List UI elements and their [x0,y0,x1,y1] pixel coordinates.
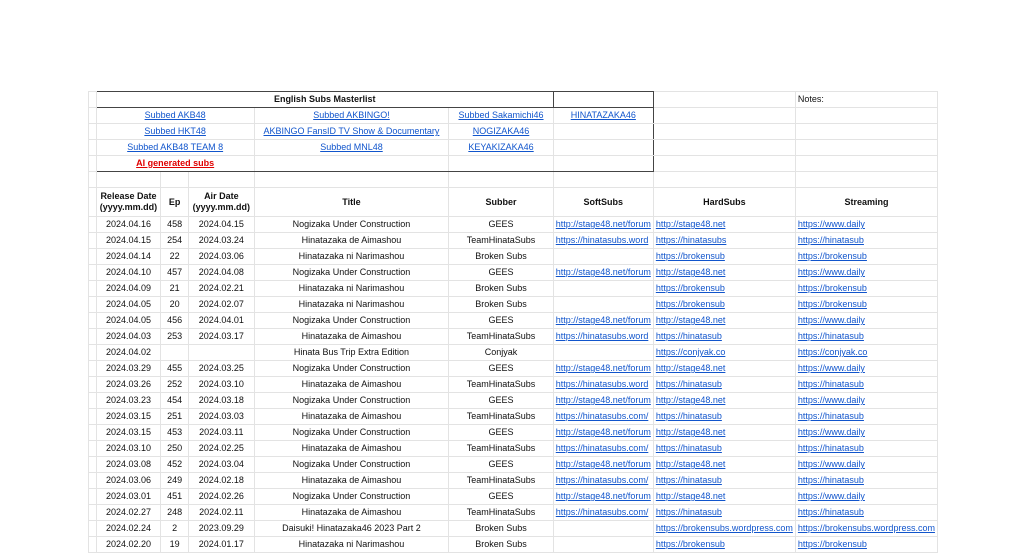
cell-hardsubs[interactable]: https://hinatasub [653,329,795,345]
cell-air-date: 2024.01.17 [189,537,255,553]
table-row [89,313,938,329]
cell-title: Hinata Bus Trip Extra Edition [254,345,449,361]
cell-hardsubs[interactable]: http://stage48.net [653,265,795,281]
cell-title: Hinatazaka de Aimashou [254,329,449,345]
cell-air-date: 2024.03.04 [189,457,255,473]
cell-title: Nogizaka Under Construction [254,361,449,377]
cell-subber: TeamHinataSubs [449,377,553,393]
cell-streaming[interactable]: https://www.daily [795,393,937,409]
cell-title: Nogizaka Under Construction [254,217,449,233]
cell-softsubs[interactable]: http://stage48.net/forum [553,393,653,409]
masterlist-table [88,91,938,553]
cell-ep: 22 [161,249,189,265]
cell-hardsubs[interactable]: https://brokensub [653,281,795,297]
cell-subber: TeamHinataSubs [449,409,553,425]
cell-release-date: 2024.02.24 [96,521,161,537]
cell-air-date: 2024.02.26 [189,489,255,505]
cell-hardsubs[interactable]: https://conjyak.co [653,345,795,361]
cell-softsubs[interactable]: https://hinatasubs.com/ [553,473,653,489]
cell-hardsubs[interactable]: http://stage48.net [653,393,795,409]
cell-streaming[interactable]: https://hinatasub [795,233,937,249]
cell-subber: TeamHinataSubs [449,473,553,489]
masterlist-row [89,140,938,156]
cell-subber: TeamHinataSubs [449,505,553,521]
cell-title: Hinatazaka de Aimashou [254,377,449,393]
cell-subber: GEES [449,313,553,329]
cell-hardsubs[interactable]: http://stage48.net [653,489,795,505]
column-air-date: Air Date (yyyy.mm.dd) [189,188,255,217]
masterlist-row [89,124,938,140]
cell-air-date: 2024.04.01 [189,313,255,329]
cell-release-date: 2024.02.20 [96,537,161,553]
cell-title: Nogizaka Under Construction [254,393,449,409]
link-subbed-akbingo[interactable]: Subbed AKBINGO! [254,108,449,124]
cell-softsubs [553,249,653,265]
cell-subber: Broken Subs [449,281,553,297]
cell-hardsubs[interactable]: https://hinatasubs [653,233,795,249]
cell-subber: Broken Subs [449,297,553,313]
column-streaming: Streaming [795,188,937,217]
cell-ep: 20 [161,297,189,313]
cell-hardsubs[interactable]: https://hinatasub [653,377,795,393]
table-row [89,377,938,393]
cell-hardsubs[interactable]: http://stage48.net [653,217,795,233]
cell-title: Nogizaka Under Construction [254,457,449,473]
spreadsheet [88,91,938,549]
cell-ep: 248 [161,505,189,521]
cell-softsubs [553,537,653,553]
cell-air-date: 2024.04.15 [189,217,255,233]
notes-label: Notes: [795,92,937,108]
cell-streaming[interactable]: https://hinatasub [795,377,937,393]
table-row [89,473,938,489]
link-subbed-akb48[interactable]: Subbed AKB48 [96,108,254,124]
table-row [89,265,938,281]
cell-subber: TeamHinataSubs [449,329,553,345]
cell-streaming[interactable]: https://www.daily [795,217,937,233]
cell-title: Hinatazaka de Aimashou [254,505,449,521]
cell-air-date: 2024.03.24 [189,233,255,249]
cell-ep: 249 [161,473,189,489]
cell-softsubs [553,345,653,361]
cell-hardsubs[interactable]: https://hinatasub [653,441,795,457]
masterlist-row [89,108,938,124]
cell-subber: TeamHinataSubs [449,233,553,249]
table-row [89,489,938,505]
cell-streaming[interactable]: https://brokensub [795,249,937,265]
cell-release-date: 2024.04.16 [96,217,161,233]
column-ep: Ep [161,188,189,217]
cell-ep: 2 [161,521,189,537]
cell-streaming[interactable]: https://brokensubs.wordpress.com [795,521,937,537]
cell-air-date: 2024.03.06 [189,249,255,265]
cell-air-date: 2024.02.21 [189,281,255,297]
cell-streaming[interactable]: https://brokensub [795,537,937,553]
cell-title: Nogizaka Under Construction [254,489,449,505]
cell-softsubs[interactable]: https://hinatasubs.com/ [553,441,653,457]
cell-streaming[interactable]: https://www.daily [795,489,937,505]
spacer-row [89,172,938,188]
table-row [89,537,938,553]
cell-air-date: 2024.02.11 [189,505,255,521]
cell-ep: 453 [161,425,189,441]
masterlist-title: English Subs Masterlist [96,92,553,108]
cell-softsubs[interactable]: https://hinatasubs.word [553,233,653,249]
cell-softsubs[interactable]: https://hinatasubs.word [553,377,653,393]
link-ai-generated-subs[interactable]: AI generated subs [96,156,254,172]
column-hardsubs: HardSubs [653,188,795,217]
cell-subber: GEES [449,265,553,281]
cell-release-date: 2024.03.26 [96,377,161,393]
cell-hardsubs[interactable]: http://stage48.net [653,425,795,441]
table-row [89,281,938,297]
cell-release-date: 2024.04.05 [96,313,161,329]
link-subbed-hkt48[interactable]: Subbed HKT48 [96,124,254,140]
cell-release-date: 2024.04.02 [96,345,161,361]
cell-ep: 454 [161,393,189,409]
table-row [89,441,938,457]
cell-hardsubs[interactable]: https://brokensubs.wordpress.com [653,521,795,537]
cell-air-date: 2024.03.17 [189,329,255,345]
table-row [89,249,938,265]
table-row [89,409,938,425]
table-row [89,521,938,537]
cell-title: Hinatazaka ni Narimashou [254,281,449,297]
cell-release-date: 2024.04.15 [96,233,161,249]
cell-softsubs[interactable]: http://stage48.net/forum [553,313,653,329]
cell-subber: TeamHinataSubs [449,441,553,457]
link-subbed-akb48-team8[interactable]: Subbed AKB48 TEAM 8 [96,140,254,156]
cell-streaming[interactable]: https://www.daily [795,425,937,441]
cell-hardsubs[interactable]: https://brokensub [653,249,795,265]
cell-release-date: 2024.04.09 [96,281,161,297]
cell-streaming[interactable]: https://www.daily [795,457,937,473]
cell-release-date: 2024.03.01 [96,489,161,505]
cell-softsubs[interactable]: https://hinatasubs.com/ [553,505,653,521]
cell-softsubs[interactable]: http://stage48.net/forum [553,425,653,441]
cell-ep: 451 [161,489,189,505]
cell-streaming[interactable]: https://hinatasub [795,473,937,489]
cell-title: Hinatazaka de Aimashou [254,473,449,489]
link-subbed-mnl48[interactable]: Subbed MNL48 [254,140,449,156]
cell-ep: 456 [161,313,189,329]
cell-softsubs[interactable]: https://hinatasubs.word [553,329,653,345]
column-release-date: Release Date (yyyy.mm.dd) [96,188,161,217]
cell-ep: 21 [161,281,189,297]
cell-air-date: 2024.03.10 [189,377,255,393]
cell-ep: 455 [161,361,189,377]
cell-subber: GEES [449,457,553,473]
table-row [89,393,938,409]
cell-title: Nogizaka Under Construction [254,425,449,441]
cell-subber: Broken Subs [449,537,553,553]
cell-air-date [189,345,255,361]
cell-ep: 458 [161,217,189,233]
cell-release-date: 2024.04.14 [96,249,161,265]
masterlist-title-row [89,92,938,108]
cell-softsubs [553,297,653,313]
cell-title: Nogizaka Under Construction [254,265,449,281]
cell-hardsubs[interactable]: https://hinatasub [653,473,795,489]
cell-subber: GEES [449,393,553,409]
cell-release-date: 2024.03.15 [96,409,161,425]
cell-softsubs[interactable]: http://stage48.net/forum [553,489,653,505]
cell-softsubs[interactable]: http://stage48.net/forum [553,457,653,473]
cell-title: Hinatazaka ni Narimashou [254,537,449,553]
table-row [89,505,938,521]
cell-subber: GEES [449,361,553,377]
cell-hardsubs[interactable]: http://stage48.net [653,313,795,329]
cell-hardsubs[interactable]: http://stage48.net [653,457,795,473]
cell-ep [161,345,189,361]
cell-title: Hinatazaka de Aimashou [254,441,449,457]
cell-release-date: 2024.04.10 [96,265,161,281]
cell-softsubs[interactable]: http://stage48.net/forum [553,361,653,377]
cell-title: Hinatazaka de Aimashou [254,233,449,249]
cell-title: Daisuki! Hinatazaka46 2023 Part 2 [254,521,449,537]
link-hinatazaka46[interactable]: HINATAZAKA46 [553,108,653,124]
cell-air-date: 2024.04.08 [189,265,255,281]
table-row [89,361,938,377]
cell-streaming[interactable]: https://hinatasub [795,505,937,521]
table-row [89,425,938,441]
link-akbingo-fansid[interactable]: AKBINGO FansID TV Show & Documentary [254,124,449,140]
cell-subber: GEES [449,217,553,233]
cell-streaming[interactable]: https://brokensub [795,297,937,313]
cell-ep: 253 [161,329,189,345]
cell-air-date: 2024.03.11 [189,425,255,441]
cell-subber: Conjyak [449,345,553,361]
cell-release-date: 2024.03.23 [96,393,161,409]
cell-air-date: 2024.02.18 [189,473,255,489]
cell-air-date: 2024.03.18 [189,393,255,409]
column-softsubs: SoftSubs [553,188,653,217]
cell-streaming[interactable]: https://hinatasub [795,329,937,345]
cell-title: Hinatazaka de Aimashou [254,409,449,425]
cell-subber: GEES [449,489,553,505]
cell-title: Hinatazaka ni Narimashou [254,297,449,313]
cell-release-date: 2024.03.29 [96,361,161,377]
cell-streaming[interactable]: https://brokensub [795,281,937,297]
cell-ep: 254 [161,233,189,249]
cell-release-date: 2024.03.08 [96,457,161,473]
cell-release-date: 2024.03.06 [96,473,161,489]
cell-title: Nogizaka Under Construction [254,313,449,329]
cell-release-date: 2024.04.03 [96,329,161,345]
table-row [89,457,938,473]
cell-ep: 452 [161,457,189,473]
cell-ep: 252 [161,377,189,393]
cell-air-date: 2024.03.03 [189,409,255,425]
table-row [89,345,938,361]
cell-release-date: 2024.02.27 [96,505,161,521]
link-subbed-sakamichi46[interactable]: Subbed Sakamichi46 [449,108,553,124]
cell-release-date: 2024.04.05 [96,297,161,313]
cell-subber: Broken Subs [449,249,553,265]
column-subber: Subber [449,188,553,217]
cell-air-date: 2024.02.25 [189,441,255,457]
cell-ep: 251 [161,409,189,425]
cell-release-date: 2024.03.15 [96,425,161,441]
cell-hardsubs[interactable]: https://brokensub [653,297,795,313]
table-row [89,297,938,313]
cell-subber: Broken Subs [449,521,553,537]
cell-ep: 19 [161,537,189,553]
cell-streaming[interactable]: https://www.daily [795,361,937,377]
masterlist-row [89,156,938,172]
cell-softsubs [553,281,653,297]
cell-softsubs[interactable]: https://hinatasubs.com/ [553,409,653,425]
cell-air-date: 2024.03.25 [189,361,255,377]
cell-hardsubs[interactable]: https://hinatasub [653,505,795,521]
column-title: Title [254,188,449,217]
table-row [89,233,938,249]
cell-streaming[interactable]: https://hinatasub [795,409,937,425]
cell-ep: 457 [161,265,189,281]
cell-softsubs[interactable]: http://stage48.net/forum [553,217,653,233]
table-row [89,217,938,233]
cell-air-date: 2023.09.29 [189,521,255,537]
link-nogizaka46[interactable]: NOGIZAKA46 [449,124,553,140]
cell-softsubs [553,521,653,537]
table-row [89,329,938,345]
cell-streaming[interactable]: https://conjyak.co [795,345,937,361]
link-keyakizaka46[interactable]: KEYAKIZAKA46 [449,140,553,156]
cell-hardsubs[interactable]: https://hinatasub [653,409,795,425]
cell-title: Hinatazaka ni Narimashou [254,249,449,265]
cell-ep: 250 [161,441,189,457]
column-header-row [89,188,938,217]
cell-subber: GEES [449,425,553,441]
cell-streaming[interactable]: https://www.daily [795,313,937,329]
episode-rows [89,217,938,553]
cell-release-date: 2024.03.10 [96,441,161,457]
cell-air-date: 2024.02.07 [189,297,255,313]
cell-softsubs[interactable]: http://stage48.net/forum [553,265,653,281]
cell-hardsubs[interactable]: http://stage48.net [653,361,795,377]
cell-streaming[interactable]: https://www.daily [795,265,937,281]
cell-hardsubs[interactable]: https://brokensub [653,537,795,553]
cell-streaming[interactable]: https://hinatasub [795,441,937,457]
